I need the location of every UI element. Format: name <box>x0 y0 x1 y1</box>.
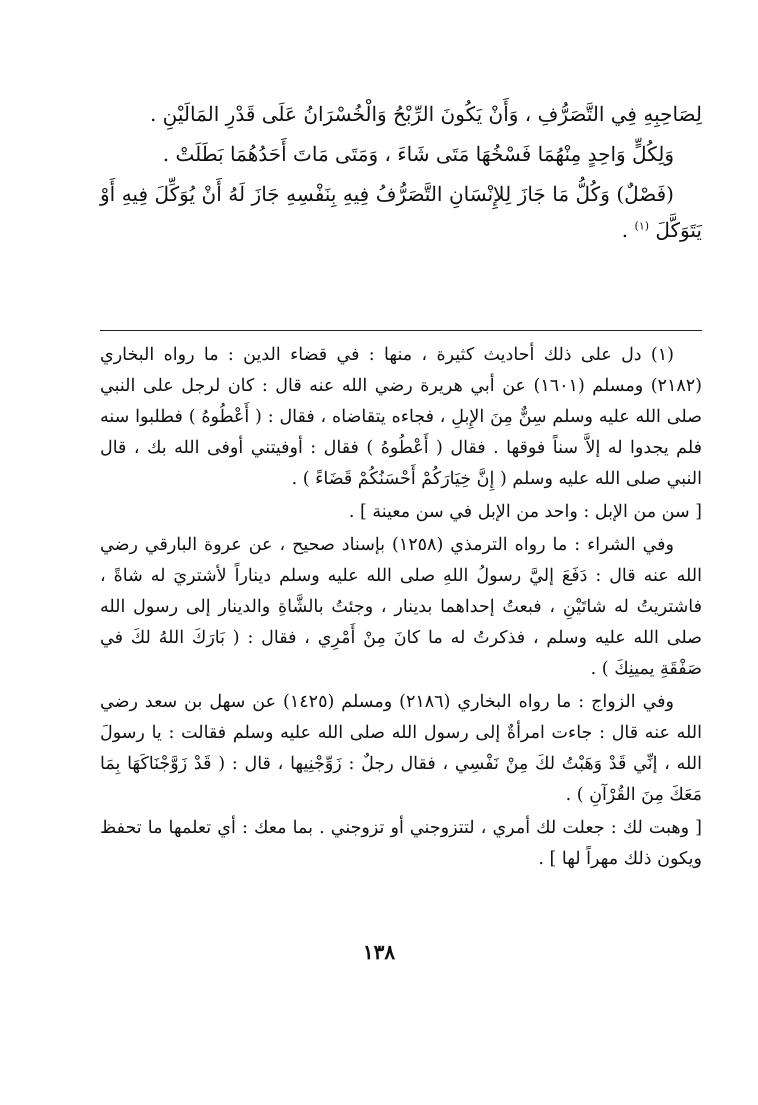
footnote-1: (١) دل على ذلك أحاديث كثيرة ، منها : في قضاء الدين : ما رواه البخاري (٢١٨٢) ومسلم (١٦٠١) عن أبي هريرة رضي الله عنه قال : كان لرجل على النبي صلى الله عليه وسلم سِنٌّ مِنَ الإِبلِ ، فجاءه يتقاضاه ، فقال : ( أَعْطُوهُ ) فطلبوا سنه فلم يجدوا له إلاَّ سناً فوقها . فقال ( أَعْطُوهُ ) فقال : أوفيتني أوفى الله بك ، قال النبي صلى الله عليه وسلم ( إِنَّ خِيَارَكُمْ أَحْسَنُكُمْ قَضَاءً ) . <box>100 345 702 489</box>
main-paragraph-3-text: (فَصْلٌ) وَكُلُّ مَا جَازَ لِلإِنْسَانِ التَّصَرُّفُ فِيهِ بِنَفْسِهِ جَازَ لَهُ أَنْ يُوَكِّلَ فِيهِ أَوْ يَتَوَكَّلَ <box>100 182 702 242</box>
page-number: ١٣٨ <box>362 940 396 964</box>
footnote-purchase: وفي الشراء : ما رواه الترمذي (١٢٥٨) بإسناد صحيح ، عن عروة البارقي رضي الله عنه قال : دَفَعَ إليَّ رسولُ اللهِ صلى الله عليه وسلم ديناراً لأشتريَ له شاةً ، فاشتريتُ له شاتَيْنِ ، فبعتُ إحداهما بدينار ، وجئتُ بالشَّاةِ والدينار إلى رسول الله صلى الله عليه وسلم ، فذكرتُ له ما كانَ مِنْ أَمْرِي ، فقال : ( بَارَكَ اللهُ لكَ في صَفْقَةِ يمينِكَ ) . <box>100 535 702 679</box>
footnote-reference: (١) <box>634 219 650 233</box>
main-paragraph-1: لِصَاحِبِهِ فِي التَّصَرُّفِ ، وَأَنْ يَكُونَ الرِّبْحُ وَالْخُسْرَانُ عَلَى قَدْرِ المَالَيْنِ . <box>149 102 702 126</box>
footnote-marriage: وفي الزواج : ما رواه البخاري (٢١٨٦) ومسلم (١٤٢٥) عن سهل بن سعد رضي الله عنه قال : جاءت امرأةٌ إلى رسول الله صلى الله عليه وسلم فقالت : يا رسولَ الله ، إنِّي قَدْ وَهَبْتُ لكَ مِنْ نَفْسِي ، فقال رجلٌ : زَوِّجْنِيها ، قال : ( قَدْ زَوَّجْنَاكَهَا بِمَا مَعَكَ مِنَ القُرْآنِ ) . <box>100 692 702 805</box>
footnote-gloss-2: [ وهبت لك : جعلت لك أمري ، لتتزوجني أو تزوجني . بما معك : أي تعلمها ما تحفظ ويكون ذلك مهراً لها ] . <box>100 818 702 869</box>
main-text-block <box>100 96 702 252</box>
footnote-gloss-1: [ سن من الإبل : واحد من الإبل في سن معينة ] . <box>348 502 702 522</box>
footnote-divider <box>100 330 702 331</box>
main-paragraph-3 <box>100 176 702 248</box>
main-paragraph-3-end: . <box>621 218 629 242</box>
main-paragraph-2: وَلِكُلٍّ وَاحِدٍ مِنْهُمَا فَسْخُهَا مَتَى شَاءَ ، وَمَتَى مَاتَ أَحَدُهُمَا بَطَلَتْ . <box>162 142 674 166</box>
footnotes-block <box>100 340 702 877</box>
